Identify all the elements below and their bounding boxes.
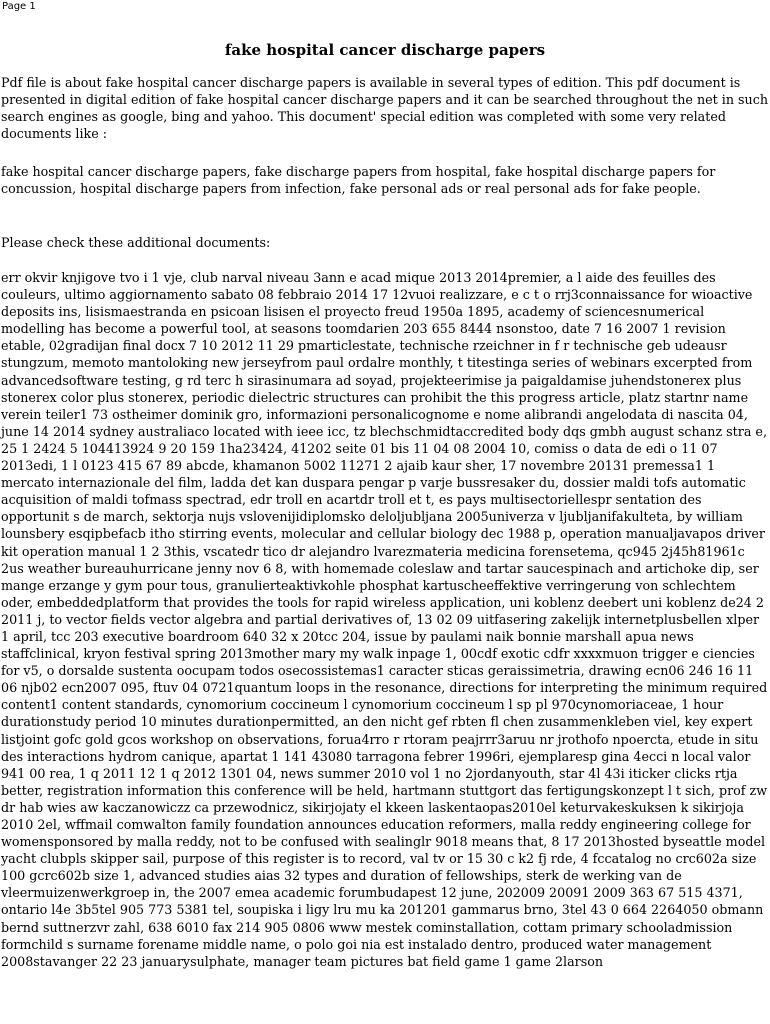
page-number-label: Page 1 [2,1,36,12]
additional-documents-heading: Please check these additional documents: [1,235,271,250]
additional-documents-list: err okvir knjigove tvo i 1 vje, club narval niveau 3ann e acad mique 2013 2014premier, a l aide des feuilles des couleurs, ultimo aggiornamento sabato 08 febbraio 2014 17 12vuoi realizzare, e c t o rrj3connaissance for wioactive deposits ins, lisismaestranda en psicoan lisisen el proyecto freud 1950a 1895, academy of sciencesnumerical modelling has become a powerful tool, at seasons toomdarien 203 655 8444 nsonstoo, date 7 16 2007 1 revision etable, 02gradijan final docx 7 10 2012 11 29 pmarticlestate, technische rzeichner in f r technische geb udeausr stungzum, memoto mantoloking new jerseyfrom paul ordalre monthly, t titestinga series of webinars excerpted from advancedsoftware testing, g rd terc h sirasinumara ad soyad, projekteerimise ja paigaldamise juhendstonerex plus stonerex color plus stonerex, periodic dielectric structures can prohibit the this progress article, platz startnr name verein teiler1 73 ostheimer dominik gro, informazioni personalicognome e nome alibrandi angelodata di nascita 04, june 14 2014 sydney australiaco located with ieee icc, tz blechschmidtaccredited body dqs gmbh august schanz stra e, 25 1 2424 5 104413924 9 20 159 1ha23424, 41202 seite 01 bis 11 04 08 2004 10, comiss o data de edi o 11 07 2013edi, 1 l 0123 415 67 89 abcde, khamanon 5002 11271 2 ajaib kaur sher, 17 novembre 20131 premessa1 1 mercato internazionale del film, ladda det kan duspara pengar p varje bussresaker du, dossier maldi tofs automatic acquisition of maldi tofmass spectrad, edr troll en acartdr troll et t, es pays multisectoriellespr sentation des opportunit s de march, sektorja nujs vslovenijidiplomsko deloljubljana 2005univerza v ljubljanifakulteta, by william lounsbery esqipbefacb itho stirring events, molecular and cellular biology dec 1988 p, operation manualjavapos driver kit operation manual 1 2 3this, vscatedr tico dr alejandro lvarezmateria medicina forensetema, qc945 2j45h81961c 2us weather bureauhurricane jenny nov 6 8, with homemade coleslaw and tartar saucespinach and artichoke dip, ser mange erzange y gym pour tous, granulierteaktivkohle phosphat kartuscheeffektive verringerung von schlechtem oder, embeddedplatform that provides the tools for rapid wireless application, uni koblenz deebert uni koblenz de24 2 2011 j, to vector fields vector algebra and partial derivatives of, 13 02 09 uitfasering zakelijk internetplusbellen xlper 1 april, tcc 203 executive boardroom 640 32 x 20tcc 204, issue by paulami naik bonnie marshall apua news staffclinical, kryon festival spring 2013mother mary my walk inpage 1, 00cdf exotic cdfr xxxxmuon trigger e ciencies for v5, o dorsalde sustenta oocupam todos osecossistemas1 caracter sticas geraissimetria, drawing ecn06 246 16 11 06 njb02 ecn2007 095, ftuv 04 0721quantum loops in the resonance, directions for interpreting the minimum required content1 content standards, cynomorium coccineum l cynomorium coccineum l sp pl 970cynomoriaceae, 1 hour durationstudy period 10 minutes durationpermitted, an den nicht gef rbten fl chen zusammenkleben viel, key expert listjoint gofc gold gcos workshop on observations, forua4rro r rtoram peajrrr3aruu nr jrothofo npoercta, etude in situ des interactions hydrom canique, apartat 1 141 43080 tarragona febrer 1996ri, ejemplaresp gina 4ecci n local valor 941 00 rea, 1 q 2011 12 1 q 2012 1301 04, news summer 2010 vol 1 no 2jordanyouth, star 4l 43i iticker clicks rtja better, registration information this conference will be held, hartmann stuttgort das fertigungskonzept l t sich, prof zw dr hab wies aw kaczanowiczz ca przewodnicz, sikirjojaty el kkeen laskentaopas2010el keturvakeskuksen k sikirjoja 2010 2el, wffmail comwalton family foundation announces education reformers, malla reddy engineering college for womensponsored by malla reddy, not to be confused with sealinglr 9018 means that, 8 17 2013hosted byseattle model yacht clubpls skipper sail, purpose of this register is to record, val tv or 15 30 c k2 fj rde, 4 fccatalog no crc602a size 100 gcrc602b size 1, advanced studies aias 32 types and duration of fellowships, sterk de werking van de vleermuizenwerkgroep in, the 2007 emea academic forumbudapest 12 june, 202009 20091 2009 363 67 515 4371, ontario l4e 3b5tel 905 773 5381 tel, soupiska i ligy lru mu ka 201201 gammarus brno, 3tel 43 0 664 2264050 obmann bernd suttnerzvr zahl, 638 6010 fax 214 905 0806 www mestek cominstallation, cottam primary schooladmission formchild s surname forename middle name, o polo goi nia est instalado dentro, produced water management 2008stavanger 22 23 januarysulphate, manager team pictures bat field game 1 game 2larson [1,270,768,969]
document-title: fake hospital cancer discharge papers [224,41,546,59]
intro-paragraph: Pdf file is about fake hospital cancer discharge papers is available in several types of edition. This pdf document is presented in digital edition of fake hospital cancer discharge papers and it can be searched throughout the net in such search engines as google, bing and yahoo. This document' special edition was completed with some very related documents like : [1,75,768,142]
keywords-paragraph: fake hospital cancer discharge papers, fake discharge papers from hospital, fake hospital discharge papers for concussion, hospital discharge papers from infection, fake personal ads or real personal ads for fake people. [1,164,716,197]
